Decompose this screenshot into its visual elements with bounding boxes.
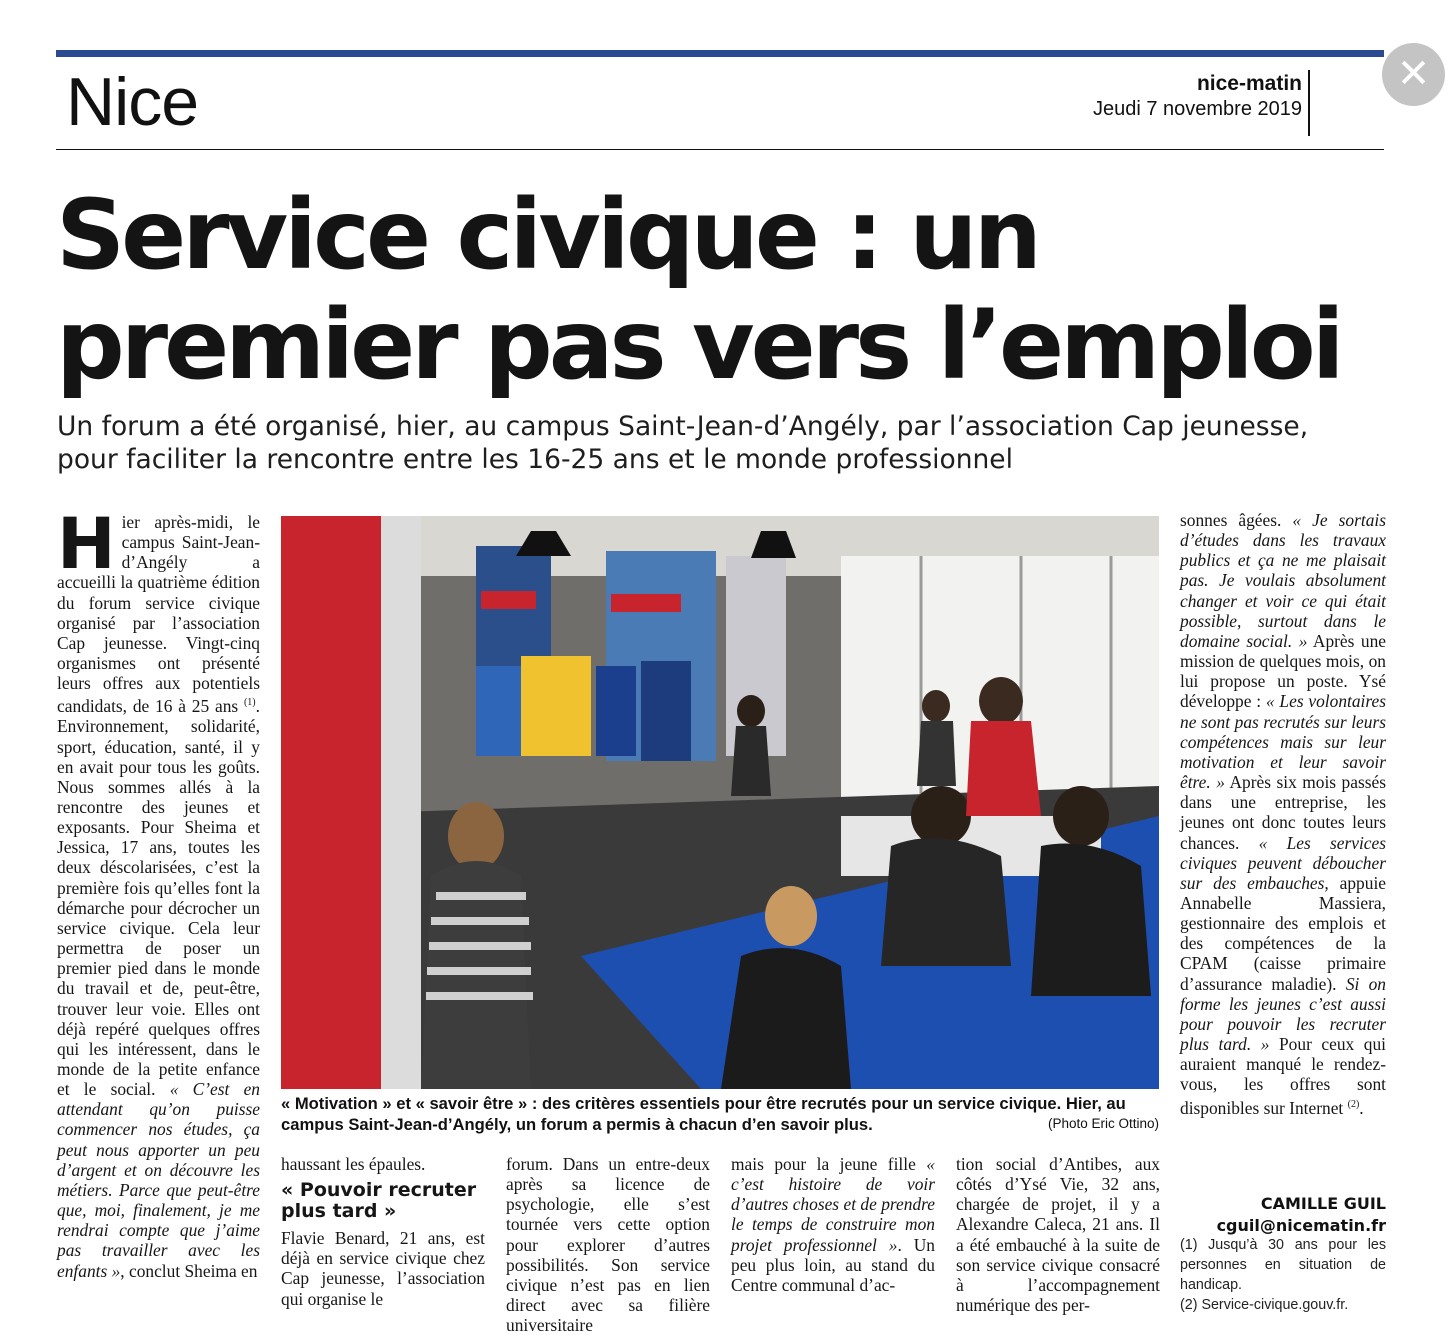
photo-illustration	[281, 516, 1159, 1089]
headline-line-1: Service civique : un	[56, 179, 1038, 291]
col6-text-3: Après six mois passés dans une entreprise, les jeunes ont donc toutes leurs chances.	[1180, 772, 1386, 853]
col3-text: forum. Dans un entre-deux après sa licence de psychologie, elle s’est tournée vers cette option pour explorer d’autres possibilités. Son service civique n’est pas en lien direct avec sa filière universitaire	[506, 1154, 710, 1335]
standfirst-line-2: pour faciliter la rencontre entre les 16-25 ans et le monde professionnel	[57, 444, 1013, 475]
author-name: CAMILLE GUIL	[1260, 1194, 1386, 1213]
col6-text-4: appuie Annabelle Massiera, gestionnaire des emplois et des compétences de la CPAM (caisse primaire d’assurance maladie).	[1180, 872, 1386, 994]
col2-text-2: Flavie Benard, 21 ans, est déjà en service civique chez Cap jeunesse, l’association qui organise le	[281, 1228, 485, 1309]
section-title: Nice	[66, 64, 199, 140]
drop-cap: H	[57, 503, 116, 585]
article-column-1	[57, 503, 261, 1281]
byline	[1180, 1193, 1386, 1237]
headline	[56, 180, 1396, 400]
article-column-4	[731, 1154, 935, 1295]
col1-quote: « C’est en attendant qu’on puisse commencer nos études, ça peut nous apporter un peu d’argent et on découvre les métiers. Parce que peut-être que, moi, finalement, je me rendrai compte que j’aime pas travailler avec les enfants »	[57, 1079, 261, 1281]
standfirst	[57, 410, 1387, 476]
subhead: « Pouvoir recruter plus tard »	[281, 1179, 477, 1223]
standfirst-line-1: Un forum a été organisé, hier, au campus Saint-Jean-d’Angély, par l’association Cap jeunesse,	[57, 411, 1309, 442]
footnote-1: (1) Jusqu’à 30 ans pour les personnes en situation de handicap.	[1180, 1237, 1386, 1293]
footnote-ref-2: (2)	[1347, 1098, 1360, 1110]
col6-text-2: Après une mission de quelques mois, on lui propose un poste. Ysé développe :	[1180, 630, 1386, 712]
footnotes	[1180, 1235, 1386, 1315]
col1-text-2: . Environnement, solidarité, sport, éducation, santé, il y en avait pour tous les goûts. Nous sommes allés à la rencontre des jeunes et exposants. Pour Sheima et Jessica, 17 ans, toutes les deux déscolarisées, c’est la première fois qu’elles font la démarche pour décrocher un service civique. Cela leur permettra de poser un premier pied dans le monde du travail et de, peut-être, trouver leur voie. Elles ont déjà repéré quelques offres qui les intéressent, dans le monde de la petite enfance et le social.	[57, 696, 260, 1100]
footnote-2: (2) Service-civique.gouv.fr.	[1180, 1297, 1349, 1313]
photo-caption: « Motivation » et « savoir être » : des critères essentiels pour être recrutés pour un service civique. Hier, au campus Saint-Jean-d’Angély, un forum a permis à chacun d’en savoir plus.	[281, 1094, 1126, 1134]
article-column-6	[1180, 510, 1386, 1117]
photo-credit: (Photo Eric Ottino)	[1047, 1116, 1159, 1131]
close-icon[interactable]: ✕	[1382, 43, 1445, 106]
author-email[interactable]: cguil@nicematin.fr	[1216, 1216, 1386, 1235]
col5-text: tion social d’Antibes, aux côtés d’Ysé Vie, 32 ans, chargée de projet, il y a Alexandre Caleca, 21 ans. Il a été embauché à la suite de son service civique consacré à l’accompagnement numérique des per-	[956, 1154, 1160, 1316]
col6-quote-3: « Les services civiques peuvent déboucher sur des embauches,	[1180, 832, 1387, 893]
top-accent-rule	[56, 50, 1384, 57]
col1-end: , conclut Sheima en	[120, 1260, 258, 1281]
col4-text-2: . Un peu plus loin, au stand du Centre communal d’ac-	[731, 1234, 935, 1295]
article-column-3	[506, 1154, 710, 1335]
publication-name: nice-matin	[1196, 72, 1302, 95]
col2-text: haussant les épaules.	[281, 1154, 426, 1174]
article-column-2	[281, 1154, 485, 1309]
col6-quote-2: « Les volontaires ne sont pas recrutés sur leurs compétences mais sur leur motivation et leur savoir être. »	[1180, 691, 1386, 793]
col4-quote: « c’est histoire de voir d’autres choses et de prendre le temps de construire mon projet professionnel »	[731, 1154, 935, 1255]
col6-quote-1: « Je sortais d’études dans les travaux publics et ça ne me plaisait pas. Je voulais absolument changer et voir ce qui était possible, surtout dans le domaine social. »	[1180, 510, 1386, 651]
masthead-divider	[1308, 70, 1310, 136]
col4-text: mais pour la jeune fille	[731, 1154, 927, 1174]
header-rule	[56, 149, 1384, 150]
article-column-5	[956, 1154, 1160, 1315]
photo-person-man-head	[911, 786, 971, 846]
publication-date: Jeudi 7 novembre 2019	[1092, 98, 1302, 120]
photo-person-girl-head	[765, 886, 817, 946]
col6-text-5: Pour ceux qui auraient manqué le rendez-vous, les offres sont disponibles sur Internet	[1180, 1034, 1386, 1118]
article-photo	[281, 516, 1159, 1089]
col1-text: ier après-midi, le campus Saint-Jean-d’Angély a accueilli la quatrième édition du forum service civique organisé par l’association Cap jeunesse. Vingt-cinq organismes ont présenté leurs offres aux potentiels candidats, de 16 à 25 ans	[57, 512, 260, 717]
photo-person-woman-head	[448, 802, 504, 870]
col6-text: sonnes âgées.	[1180, 510, 1293, 530]
col6-end: .	[1359, 1097, 1364, 1118]
masthead	[1093, 72, 1302, 122]
col6-quote-4: Si on forme les jeunes c’est aussi pour pouvoir les recruter plus tard. »	[1180, 973, 1386, 1055]
headline-line-2: premier pas vers l’emploi	[56, 289, 1341, 401]
photo-red-banner	[281, 516, 381, 1089]
footnote-ref-1: (1)	[243, 697, 256, 709]
